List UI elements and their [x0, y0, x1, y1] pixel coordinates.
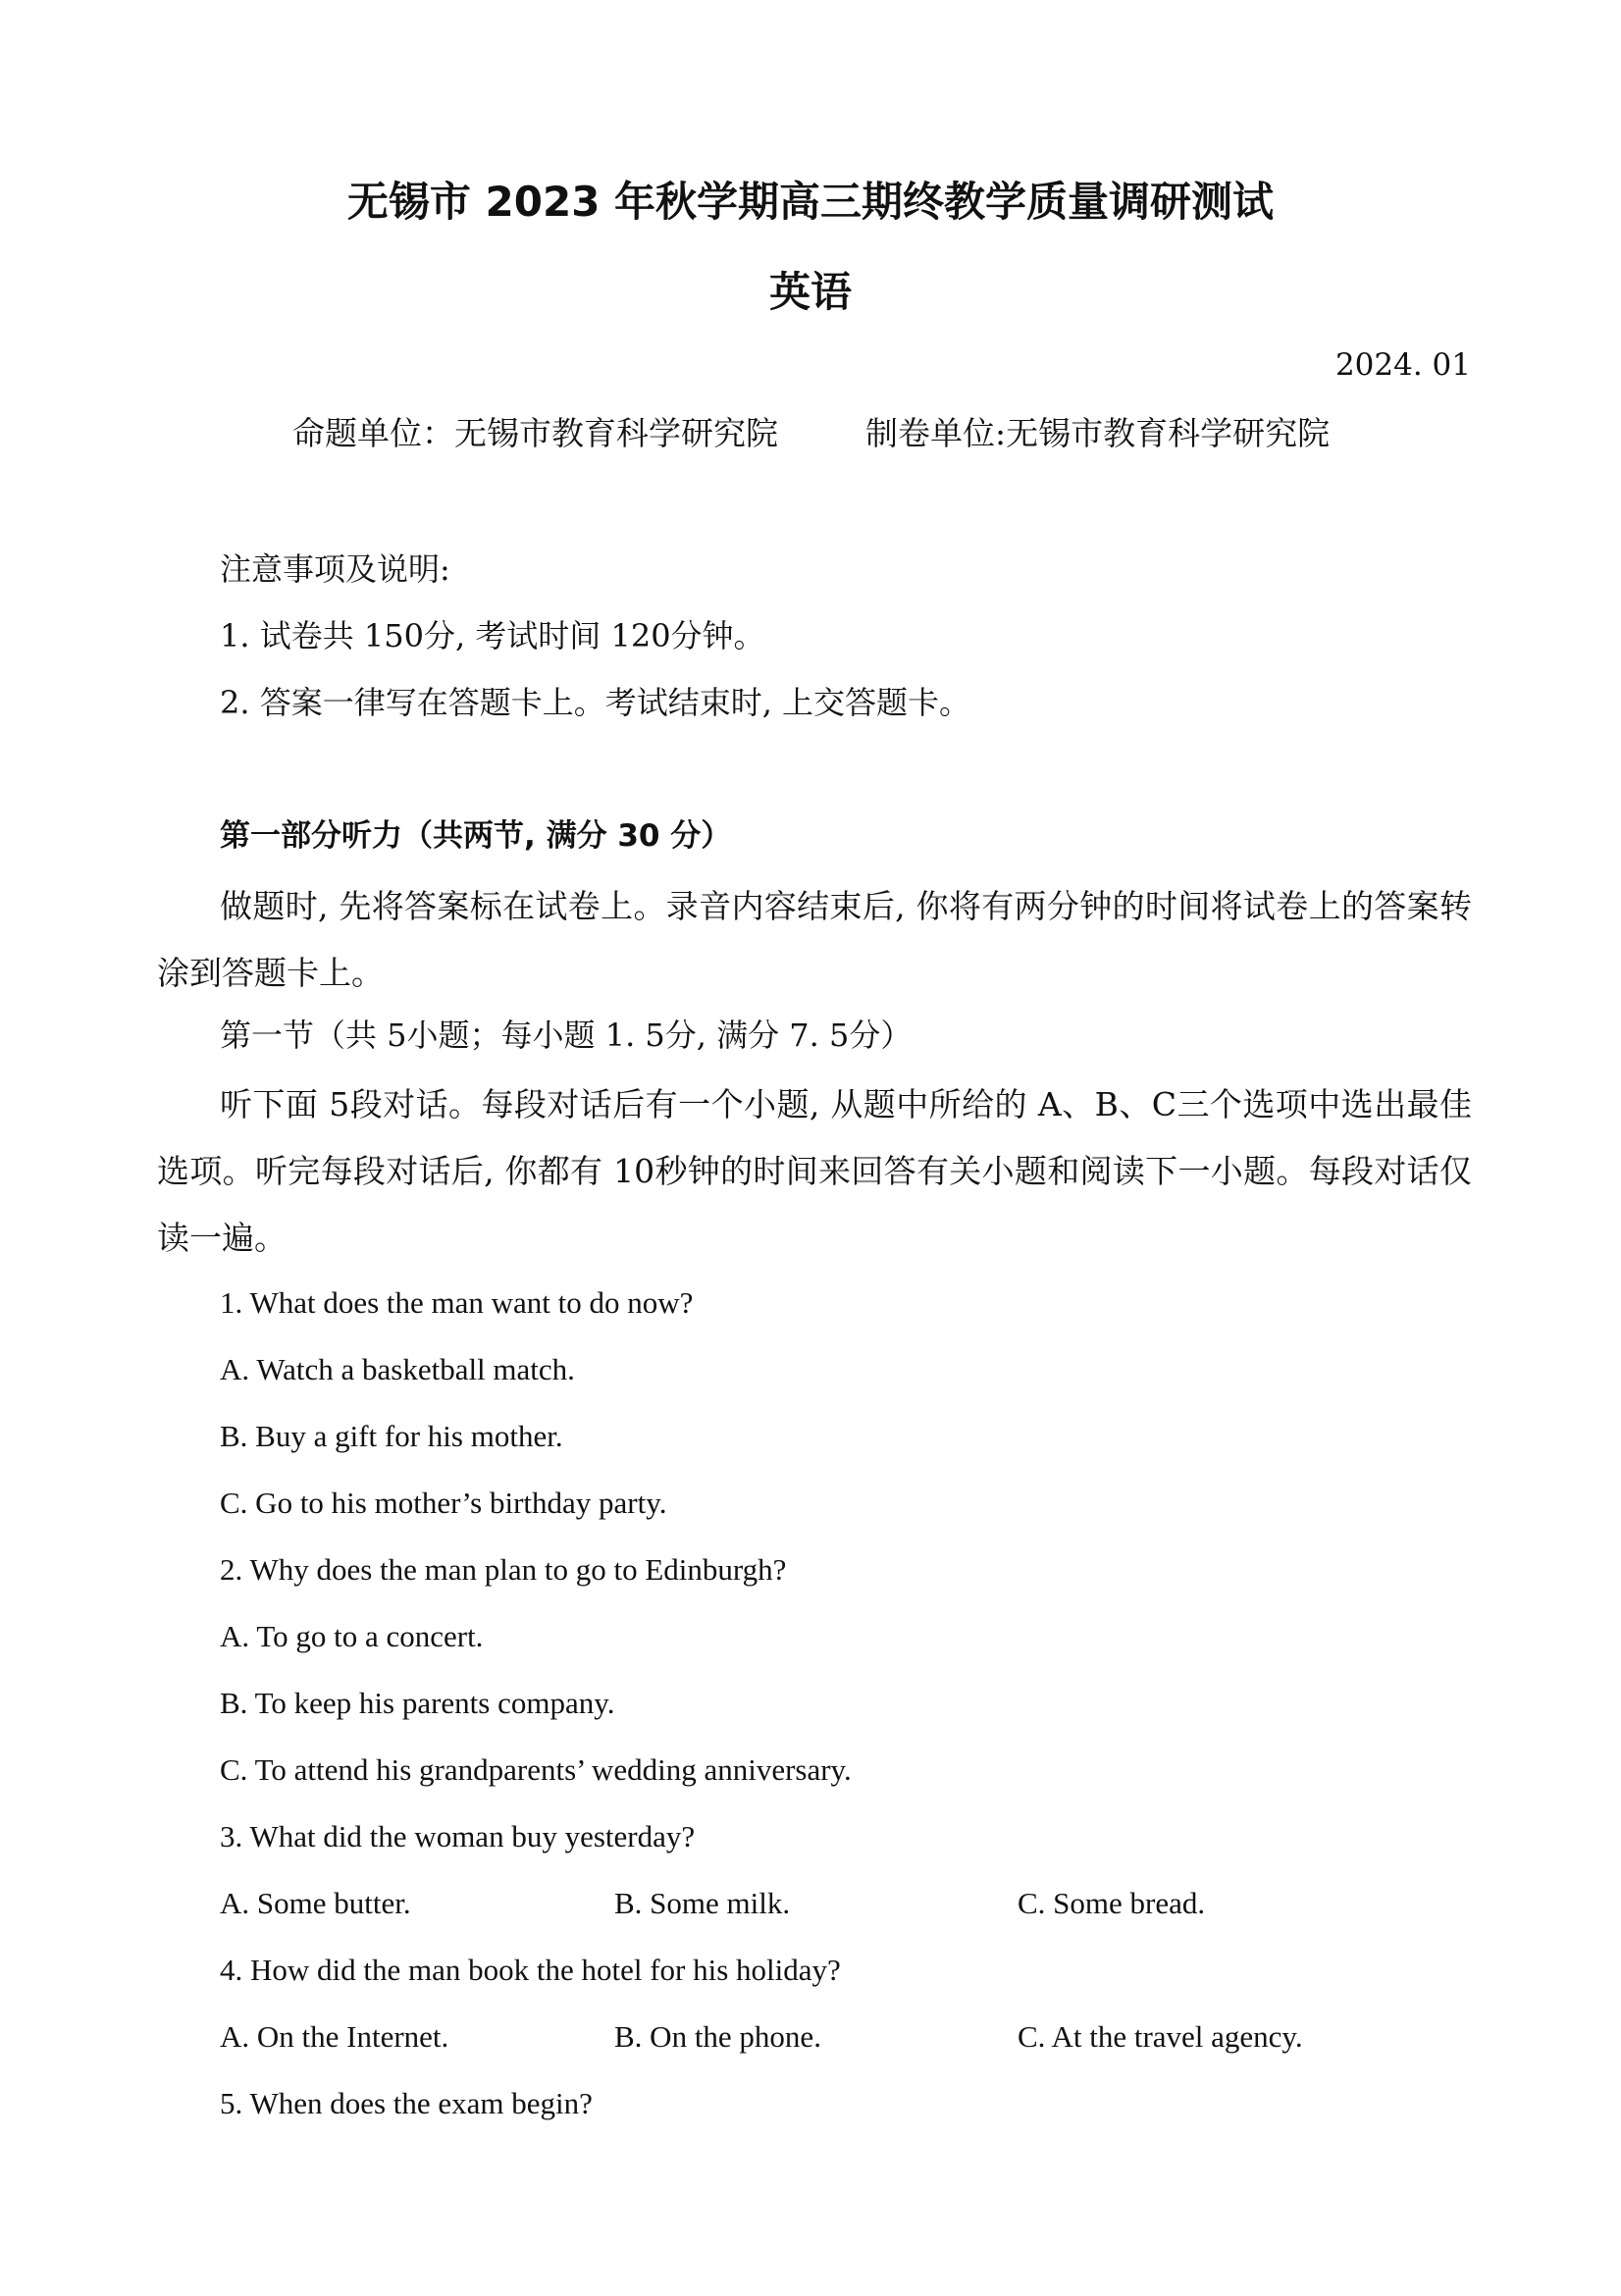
q1-option-b: B. Buy a gift for his mother.: [220, 1419, 563, 1453]
q2-option-b: B. To keep his parents company.: [220, 1686, 615, 1720]
q1-option-a: A. Watch a basketball match.: [220, 1352, 575, 1386]
section1-instruction: 听下面 5段对话。每段对话后有一个小题, 从题中所给的 A、B、C三个选项中选出最佳选项。听完每段对话后, 你都有 10秒钟的时间来回答有关小题和阅读下一小题。每段对话仅读一遍。: [157, 1085, 1472, 1257]
part1-instruction: 做题时, 先将答案标在试卷上。录音内容结束后, 你将有两分钟的时间将试卷上的答案转涂到答题卡上。: [157, 887, 1472, 992]
notes-item: 1. 试卷共 150分, 考试时间 120分钟。: [220, 617, 765, 654]
question-4: 4. How did the man book the hotel for his holiday?: [220, 1953, 841, 1987]
section1-heading: 第一节（共 5小题；每小题 1. 5分, 满分 7. 5分）: [220, 1017, 913, 1054]
question-2: 2. Why does the man plan to go to Edinburgh?: [220, 1552, 787, 1587]
exam-title: 无锡市 2023 年秋学期高三期终教学质量调研测试: [346, 178, 1275, 226]
q2-option-c: C. To attend his grandparents’ wedding anniversary.: [220, 1752, 852, 1787]
q1-option-c: C. Go to his mother’s birthday party.: [220, 1486, 667, 1520]
q4-option-a: A. On the Internet.: [220, 2019, 449, 2054]
exam-date: 2024. 01: [1334, 347, 1471, 383]
notes-heading: 注意事项及说明:: [220, 550, 450, 588]
question-3: 3. What did the woman buy yesterday?: [220, 1819, 696, 1853]
part1-heading: 第一部分听力（共两节, 满分 30 分）: [220, 818, 732, 854]
q4-option-c: C. At the travel agency.: [1018, 2019, 1303, 2054]
question-5: 5. When does the exam begin?: [220, 2086, 593, 2120]
notes-item: 2. 答案一律写在答题卡上。考试结束时, 上交答题卡。: [220, 684, 971, 721]
proposer-unit: 命题单位：无锡市教育科学研究院: [292, 414, 778, 452]
q3-option-a: A. Some butter.: [220, 1886, 411, 1920]
q3-option-b: B. Some milk.: [614, 1886, 791, 1920]
exam-subject: 英语: [768, 268, 852, 316]
q2-option-a: A. To go to a concert.: [220, 1619, 484, 1653]
q4-option-b: B. On the phone.: [614, 2019, 821, 2054]
question-1: 1. What does the man want to do now?: [220, 1285, 694, 1320]
producer-unit: 制卷单位:无锡市教育科学研究院: [865, 414, 1331, 452]
q3-option-c: C. Some bread.: [1018, 1886, 1206, 1920]
